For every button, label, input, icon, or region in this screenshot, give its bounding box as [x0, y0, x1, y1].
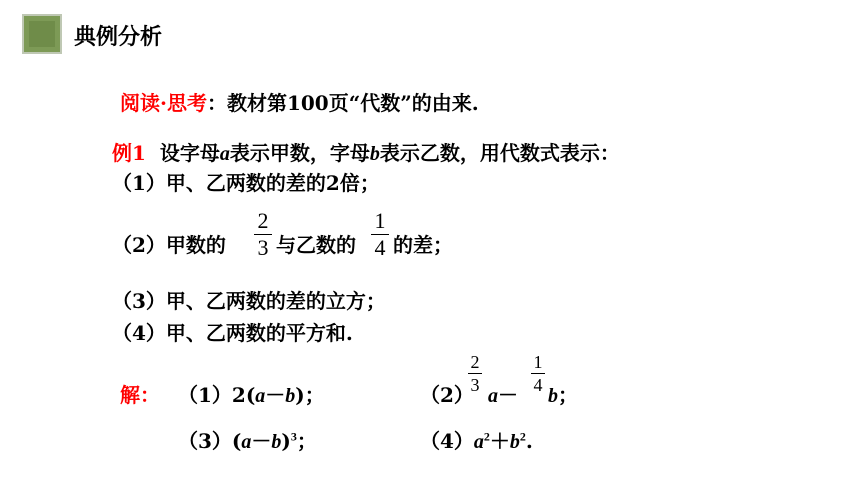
- question-4: （4）甲、乙两数的平方和.: [112, 321, 353, 345]
- question-2-prefix: （2）甲数的: [112, 233, 226, 257]
- answer-4-exponent-b: 2: [519, 429, 526, 444]
- answer-4: [420, 425, 533, 454]
- solution-label: 解：: [120, 383, 160, 407]
- var-b: b: [369, 143, 380, 165]
- example-intro-1: 设字母: [159, 141, 220, 165]
- reading-colon: ：: [206, 91, 227, 115]
- answer-1-minus: －: [265, 383, 286, 407]
- fraction-numerator: 2: [257, 208, 269, 233]
- question-2-suffix: 的差；: [393, 233, 453, 257]
- answer-4-prefix: （4）: [420, 429, 474, 453]
- example-line: [112, 137, 620, 166]
- answer-2-a: a: [488, 385, 498, 407]
- answer-3: [178, 425, 317, 454]
- section-title: 典例分析: [74, 25, 163, 50]
- answer-2-end: [548, 379, 578, 408]
- question-1: （1）甲、乙两数的差的2倍；: [112, 171, 380, 195]
- fraction-one-quarter: [371, 210, 389, 259]
- fraction-numerator: 1: [533, 352, 543, 372]
- reading-label: 阅读·思考: [120, 91, 207, 115]
- fraction-two-thirds: [254, 210, 272, 259]
- answer-4-a: a: [473, 431, 484, 453]
- answer-3-exponent: 3: [290, 429, 297, 444]
- answer-4-exponent-a: 2: [483, 429, 490, 444]
- answer-3-a: a: [241, 431, 252, 453]
- answer-4-plus: ＋: [489, 429, 510, 453]
- fraction-bar: [468, 373, 482, 374]
- answer-3-prefix: （3）(: [178, 429, 242, 453]
- answer-2-mid: [488, 379, 518, 408]
- answer-1-a: a: [255, 385, 266, 407]
- fraction-denominator: 4: [374, 235, 386, 260]
- example-intro-2: 表示甲数，字母: [229, 141, 370, 165]
- answer-3-suffix: ；: [296, 429, 317, 453]
- fraction-denominator: 3: [257, 235, 269, 260]
- answer-2-prefix: （2）: [420, 383, 474, 407]
- section-badge-icon: [22, 14, 62, 54]
- answer-3-minus: －: [251, 429, 272, 453]
- answer-1-b: b: [285, 385, 296, 407]
- reading-text: 教材第100页“代数”的由来.: [226, 91, 479, 115]
- answer-1: [178, 379, 325, 408]
- answer-3-b: b: [271, 431, 282, 453]
- answer-4-b: b: [509, 431, 520, 453]
- answer-2-b: b: [548, 385, 558, 407]
- fraction-denominator: 3: [470, 375, 480, 395]
- var-a: a: [219, 143, 230, 165]
- question-2-middle: 与乙数的: [276, 233, 356, 257]
- fraction-bar: [531, 373, 545, 374]
- example-label: 例1: [112, 141, 146, 165]
- answer-4-suffix: .: [525, 429, 533, 453]
- example-intro-3: 表示乙数，用代数式表示：: [379, 141, 620, 165]
- question-3: （3）甲、乙两数的差的立方；: [112, 289, 386, 313]
- fraction-numerator: 1: [374, 208, 386, 233]
- fraction-denominator: 4: [533, 375, 543, 395]
- answer-1-prefix: （1）2(: [178, 383, 256, 407]
- answer-2-minus: －: [498, 383, 518, 407]
- section-badge-inner: [29, 21, 55, 47]
- answer-2-fraction-one-quarter: [531, 353, 545, 394]
- fraction-numerator: 2: [470, 352, 480, 372]
- answer-2-suffix: ；: [558, 383, 578, 407]
- answer-2-fraction-two-thirds: [468, 353, 482, 394]
- answer-3-close: ): [281, 429, 291, 453]
- reading-line: [120, 87, 479, 116]
- answer-1-suffix: )；: [295, 383, 325, 407]
